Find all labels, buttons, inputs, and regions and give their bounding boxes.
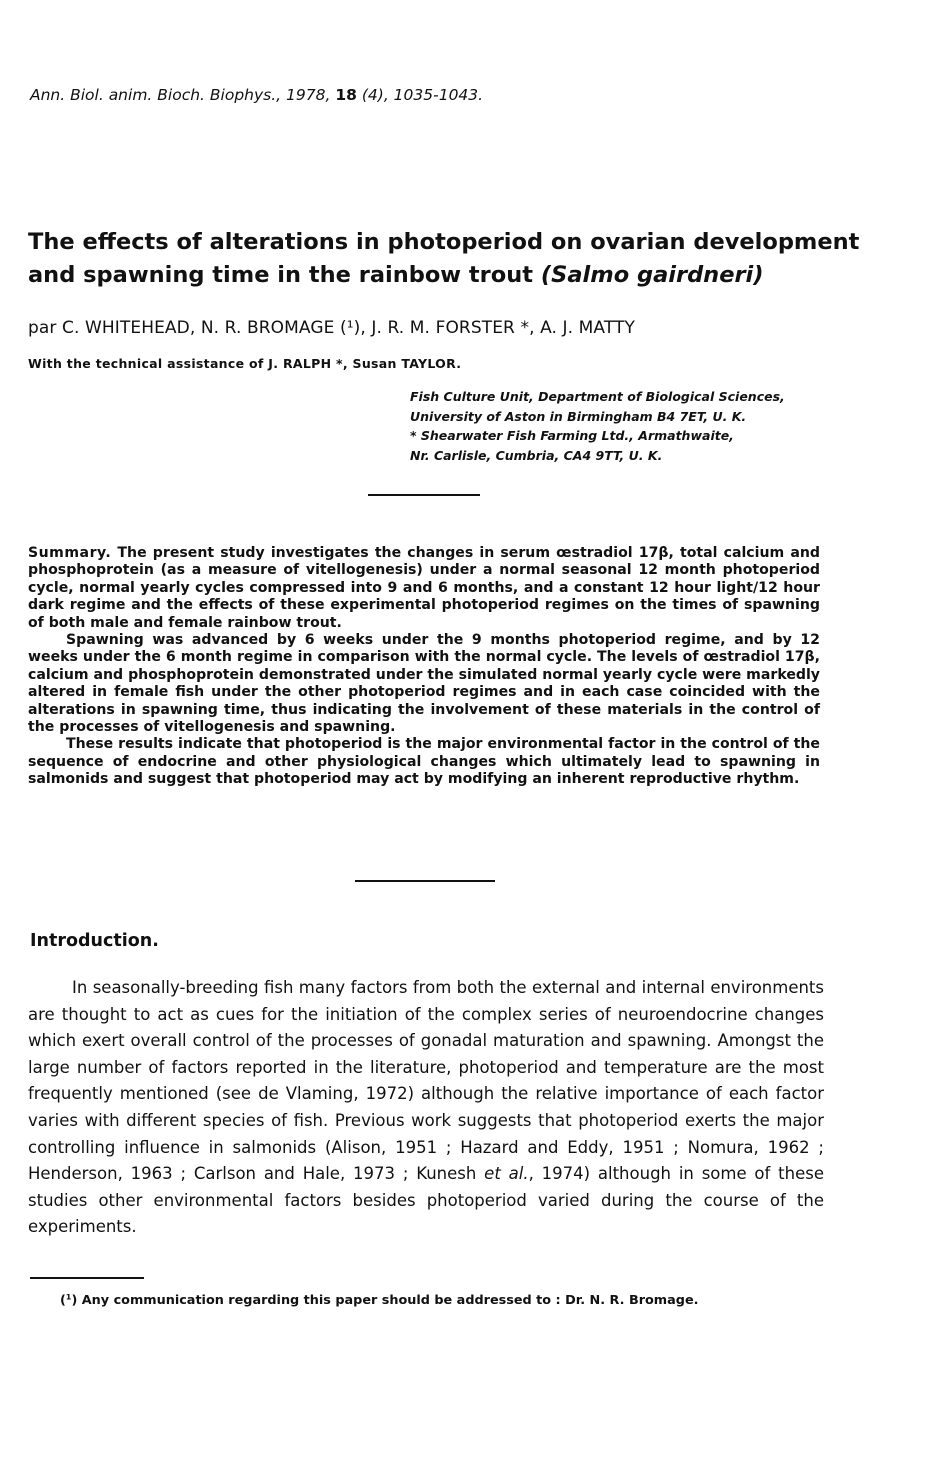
introduction-paragraph bbox=[28, 975, 824, 1241]
author-list: par C. WHITEHEAD, N. R. BROMAGE (¹), J. R. M. FORSTER *, A. J. MATTY bbox=[28, 318, 635, 338]
affiliation-line: Fish Culture Unit, Department of Biological Sciences, bbox=[410, 389, 785, 404]
introduction-text: , 1974) although in some of these studies other environmental factors besides photoperiod varied during the course of the experiments. bbox=[28, 1164, 824, 1237]
summary-section bbox=[28, 545, 820, 789]
paper-title-main: The effects of alterations in photoperiod on ovarian development and spawning time in the rainbow trout bbox=[28, 229, 860, 288]
summary-text: The present study investigates the changes in serum œstradiol 17β, total calcium and phosphoprotein (as a measure of vitellogenesis) under a normal seasonal 12 month photoperiod cycle, normal yearly cycles compressed into 9 and 6 months, and a constant 12 hour light/12 hour dark regime and the effects of these experimental photoperiod regimes on the times of spawning of both male and female rainbow trout. bbox=[28, 545, 820, 631]
introduction-text: In seasonally-breeding fish many factors from both the external and internal environments are thought to act as cues for the initiation of the complex series of neuroendocrine changes which exert overall control of the processes of gonadal maturation and spawning. Amongst the large number of factors reported in the literature, photoperiod and temperature are the most frequently mentioned (see de Vlaming, 1972) although the relative importance of each factor varies with different species of fish. Previous work suggests that photoperiod exerts the major controlling influence in salmonids (Alison, 1951 ; Hazard and Eddy, 1951 ; Nomura, 1962 ; Henderson, 1963 ; Carlson and Hale, 1973 ; Kunesh bbox=[28, 978, 824, 1184]
journal-volume: 18 bbox=[335, 86, 357, 104]
footnote: (¹) Any communication regarding this paper should be addressed to : Dr. N. R. Bromage. bbox=[60, 1293, 699, 1308]
paper-title-species: (Salmo gairdneri) bbox=[540, 262, 764, 288]
affiliation-line: University of Aston in Birmingham B4 7ET, U. K. bbox=[410, 408, 747, 424]
journal-name: Ann. Biol. anim. Bioch. Biophys., bbox=[30, 86, 282, 104]
affiliation-block bbox=[410, 387, 890, 465]
summary-label: Summary. bbox=[28, 545, 112, 561]
introduction-heading: Introduction. bbox=[30, 931, 159, 951]
paper-title bbox=[28, 226, 908, 292]
summary-paragraph: These results indicate that photoperiod is the major environmental factor in the control of the sequence of endocrine and other physiological changes which ultimately lead to spawning in salmonids and suggest that photoperiod may act by modifying an inherent reproductive rhythm. bbox=[28, 736, 820, 788]
affiliation-line: * Shearwater Fish Farming Ltd., Armathwaite, bbox=[410, 428, 734, 443]
introduction-etal: et al. bbox=[484, 1164, 529, 1184]
summary-paragraph: Spawning was advanced by 6 weeks under the 9 months photoperiod regime, and by 12 weeks under the 6 month regime in comparison with the normal cycle. The levels of œstradiol 17β, calcium and phosphoprotein demonstrated under the simulated normal yearly cycle were markedly altered in female fish under the other photoperiod regimes and in each case coincided with the alterations in spawning time, thus indicating the involvement of these materials in the control of the processes of vitellogenesis and spawning. bbox=[28, 632, 820, 736]
summary-paragraph bbox=[28, 545, 820, 632]
footnote-divider bbox=[30, 1277, 144, 1279]
technical-assistance: With the technical assistance of J. RALPH *, Susan TAYLOR. bbox=[28, 356, 462, 371]
header-divider bbox=[368, 494, 480, 496]
affiliation-line: Nr. Carlisle, Cumbria, CA4 9TT, U. K. bbox=[410, 447, 663, 463]
journal-citation bbox=[30, 86, 483, 104]
introduction-body bbox=[28, 975, 824, 1241]
journal-year: 1978, bbox=[286, 86, 331, 104]
summary-divider bbox=[355, 880, 495, 882]
journal-issue-pages: (4), 1035-1043. bbox=[361, 86, 484, 104]
